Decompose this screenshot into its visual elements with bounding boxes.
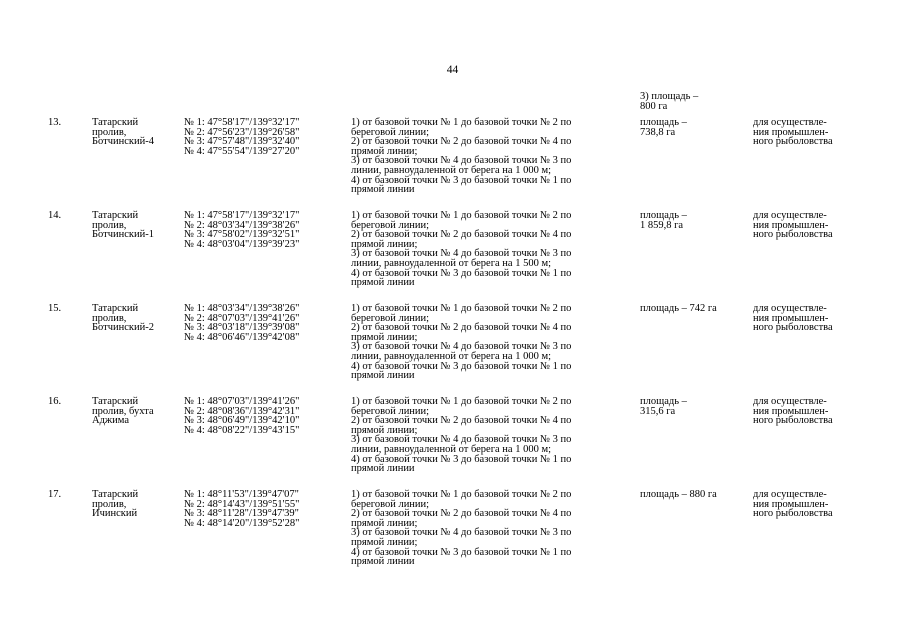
area: площадь – 315,6 га	[640, 396, 687, 417]
coordinates: № 1: 48°11'53"/139°47'07" № 2: 48°14'43"/139°51'55" № 3: 48°11'28"/139°47'39" № 4: 48°14'20"/139°52'28"	[184, 489, 300, 529]
boundary-description: 1) от базовой точки № 1 до базовой точки № 2 по береговой линии; 2) от базовой точки № 2 до базовой точки № 4 по прямой линии; 3) от базовой точки № 4 до базовой точки № 3 по линии, равноудаленной от берега на 1 000 м; 4) от базовой точки № 3 до базовой точки № 1 по прямой линии	[351, 396, 572, 475]
table-row	[0, 211, 905, 301]
area: площадь – 738,8 га	[640, 117, 687, 138]
coordinates: № 1: 48°03'34"/139°38'26" № 2: 48°07'03"/139°41'26" № 3: 48°03'18"/139°39'08" № 4: 48°06'46"/139°42'08"	[184, 303, 300, 343]
area: площадь – 1 859,8 га	[640, 210, 687, 231]
location-name: Татарский пролив, Ботчинский-1	[92, 210, 154, 241]
boundary-description: 1) от базовой точки № 1 до базовой точки № 2 по береговой линии; 2) от базовой точки № 2 до базовой точки № 4 по прямой линии; 3) от базовой точки № 4 до базовой точки № 3 по линии, равноудаленной от берега на 1 000 м; 4) от базовой точки № 3 до базовой точки № 1 по прямой линии	[351, 303, 572, 382]
location-name: Татарский пролив, бухта Аджима	[92, 396, 154, 427]
table-row	[0, 304, 905, 394]
purpose: для осуществле- ния промышлен- ного рыболовства	[753, 396, 833, 427]
area: площадь – 742 га	[640, 303, 717, 314]
table-row	[0, 490, 905, 580]
purpose: для осуществле- ния промышлен- ного рыболовства	[753, 117, 833, 148]
boundary-description: 1) от базовой точки № 1 до базовой точки № 2 по береговой линии; 2) от базовой точки № 2 до базовой точки № 4 по прямой линии; 3) от базовой точки № 4 до базовой точки № 3 по линии, равноудаленной от берега на 1 500 м; 4) от базовой точки № 3 до базовой точки № 1 по прямой линии	[351, 210, 572, 289]
continuation-area-cell: 3) площадь – 800 га	[640, 91, 699, 112]
row-number: 16.	[48, 396, 62, 407]
location-name: Татарский пролив, Ботчинский-2	[92, 303, 154, 334]
page-number: 44	[446, 64, 459, 76]
location-name: Татарский пролив, Ичинский	[92, 489, 139, 520]
row-number: 13.	[48, 117, 62, 128]
coordinates: № 1: 47°58'17"/139°32'17" № 2: 48°03'34"/139°38'26" № 3: 47°58'02"/139°32'51" № 4: 48°03'04"/139°39'23"	[184, 210, 300, 250]
purpose: для осуществле- ния промышлен- ного рыболовства	[753, 489, 833, 520]
table-row	[0, 118, 905, 208]
row-number: 14.	[48, 210, 62, 221]
area: площадь – 880 га	[640, 489, 717, 500]
location-name: Татарский пролив, Ботчинский-4	[92, 117, 154, 148]
boundary-description: 1) от базовой точки № 1 до базовой точки № 2 по береговой линии; 2) от базовой точки № 2 до базовой точки № 4 по прямой линии; 3) от базовой точки № 4 до базовой точки № 3 по прямой линии; 4) от базовой точки № 3 до базовой точки № 1 по прямой линии	[351, 489, 572, 568]
row-number: 15.	[48, 303, 62, 314]
row-number: 17.	[48, 489, 62, 500]
purpose: для осуществле- ния промышлен- ного рыболовства	[753, 210, 833, 241]
coordinates: № 1: 47°58'17"/139°32'17" № 2: 47°56'23"/139°26'58" № 3: 47°57'48"/139°32'40" № 4: 47°55'54"/139°27'20"	[184, 117, 300, 157]
coordinates: № 1: 48°07'03"/139°41'26" № 2: 48°08'36"/139°42'31" № 3: 48°06'49"/139°42'10" № 4: 48°08'22"/139°43'15"	[184, 396, 300, 436]
table-row	[0, 397, 905, 487]
purpose: для осуществле- ния промышлен- ного рыболовства	[753, 303, 833, 334]
boundary-description: 1) от базовой точки № 1 до базовой точки № 2 по береговой линии; 2) от базовой точки № 2 до базовой точки № 4 по прямой линии; 3) от базовой точки № 4 до базовой точки № 3 по линии, равноудаленной от берега на 1 000 м; 4) от базовой точки № 3 до базовой точки № 1 по прямой линии	[351, 117, 572, 196]
